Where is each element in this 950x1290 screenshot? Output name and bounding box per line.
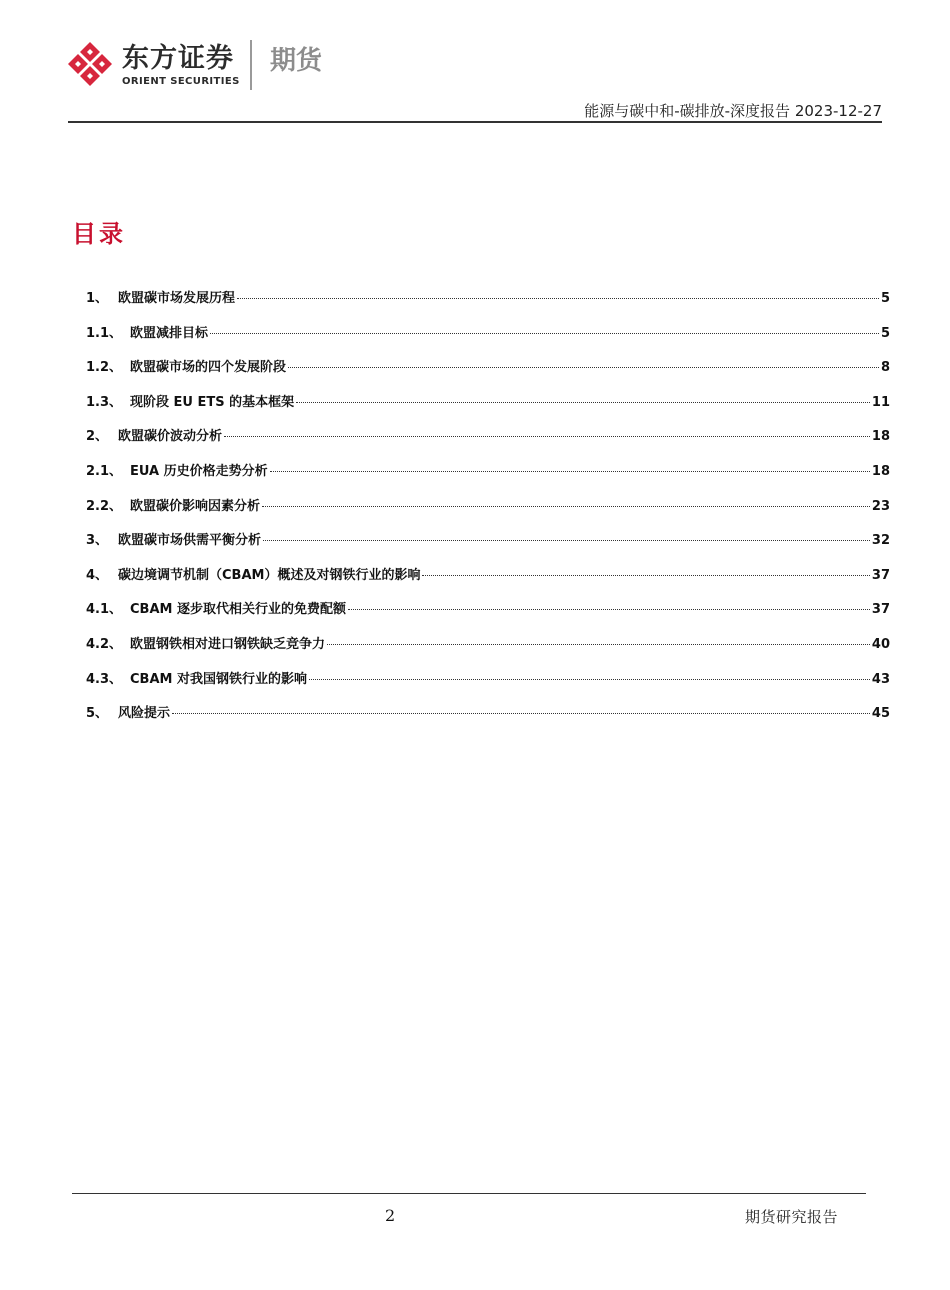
toc-entry-number: 5、 [86,706,109,722]
toc-entry-page: 45 [871,706,890,722]
toc-entry[interactable] [86,598,890,633]
toc-dot-leader [309,679,870,680]
toc-entry[interactable] [86,391,890,426]
toc-entry[interactable] [86,564,890,599]
toc-entry-page: 5 [880,291,890,306]
footer-label: 期货研究报告 [744,1208,838,1226]
toc-list [86,287,890,737]
brand-name-english: ORIENT SECURITIES [122,76,240,87]
toc-entry-label: 欧盟碳价波动分析 [118,429,223,445]
toc-entry-number: 4、 [86,567,109,583]
toc-entry[interactable] [86,425,890,460]
toc-entry[interactable] [86,322,890,357]
toc-dot-leader [262,506,870,507]
toc-entry-page: 18 [871,429,890,445]
toc-entry-label: 欧盟碳市场的四个发展阶段 [130,360,287,376]
toc-entry-label: 欧盟碳价影响因素分析 [130,498,261,514]
toc-entry-number: 1.3、 [86,394,123,410]
toc-dot-leader [263,540,870,541]
toc-entry[interactable] [86,495,890,530]
toc-entry-label: CBAM 对我国钢铁行业的影响 [130,671,307,687]
toc-entry-label: 现阶段 EU ETS 的基本框架 [130,394,295,410]
toc-entry-number: 1、 [86,291,109,306]
toc-entry-number: 1.1、 [86,325,123,341]
toc-title: 目录 [72,220,126,248]
toc-entry-page: 32 [871,533,890,549]
toc-entry[interactable] [86,529,890,564]
toc-entry-label: 欧盟钢铁相对进口钢铁缺乏竞争力 [130,636,326,652]
toc-entry[interactable] [86,287,890,322]
toc-entry[interactable] [86,460,890,495]
toc-dot-leader [270,471,870,472]
toc-entry-page: 11 [871,394,890,410]
brand-name [122,44,240,88]
toc-entry-label: CBAM 逐步取代相关行业的免费配额 [130,602,346,618]
toc-entry-page: 37 [871,602,890,618]
toc-dot-leader [348,609,870,610]
page-number: 2 [385,1206,396,1225]
brand-divider [250,40,252,90]
footer-divider [72,1193,866,1194]
toc-entry-page: 18 [871,463,890,479]
toc-entry-number: 4.1、 [86,602,123,618]
report-meta: 能源与碳中和-碳排放-深度报告 2023-12-27 [584,102,882,120]
toc-entry-page: 8 [880,360,890,376]
toc-entry-page: 40 [871,636,890,652]
toc-entry-page: 43 [871,671,890,687]
toc-entry[interactable] [86,356,890,391]
header-divider [68,121,882,123]
toc-entry-number: 2.1、 [86,463,123,479]
toc-dot-leader [210,333,879,334]
toc-dot-leader [172,713,870,714]
toc-entry-number: 3、 [86,533,109,549]
toc-entry-label: 碳边境调节机制（CBAM）概述及对钢铁行业的影响 [118,567,421,583]
toc-entry[interactable] [86,633,890,668]
brand-name-chinese: 东方证券 [122,43,234,74]
toc-entry-page: 5 [880,325,890,341]
toc-entry-number: 2.2、 [86,498,123,514]
orient-securities-logo-icon [66,40,114,88]
toc-entry-number: 4.2、 [86,636,123,652]
toc-entry-number: 2、 [86,429,109,445]
toc-entry-number: 1.2、 [86,360,123,376]
toc-entry-label: EUA 历史价格走势分析 [130,463,268,479]
toc-dot-leader [296,402,870,403]
toc-dot-leader [288,367,879,368]
toc-entry-label: 欧盟碳市场发展历程 [118,291,236,306]
toc-entry-page: 23 [871,498,890,514]
brand-subsidiary: 期货 [270,46,323,76]
toc-entry-label: 欧盟减排目标 [130,325,209,341]
toc-dot-leader [237,298,879,299]
toc-entry-label: 欧盟碳市场供需平衡分析 [118,533,262,549]
toc-entry[interactable] [86,702,890,737]
toc-dot-leader [224,436,870,437]
toc-entry-page: 37 [871,567,890,583]
toc-dot-leader [327,644,870,645]
toc-entry-number: 4.3、 [86,671,123,687]
toc-dot-leader [422,575,869,576]
toc-entry-label: 风险提示 [118,706,171,722]
toc-entry[interactable] [86,668,890,703]
